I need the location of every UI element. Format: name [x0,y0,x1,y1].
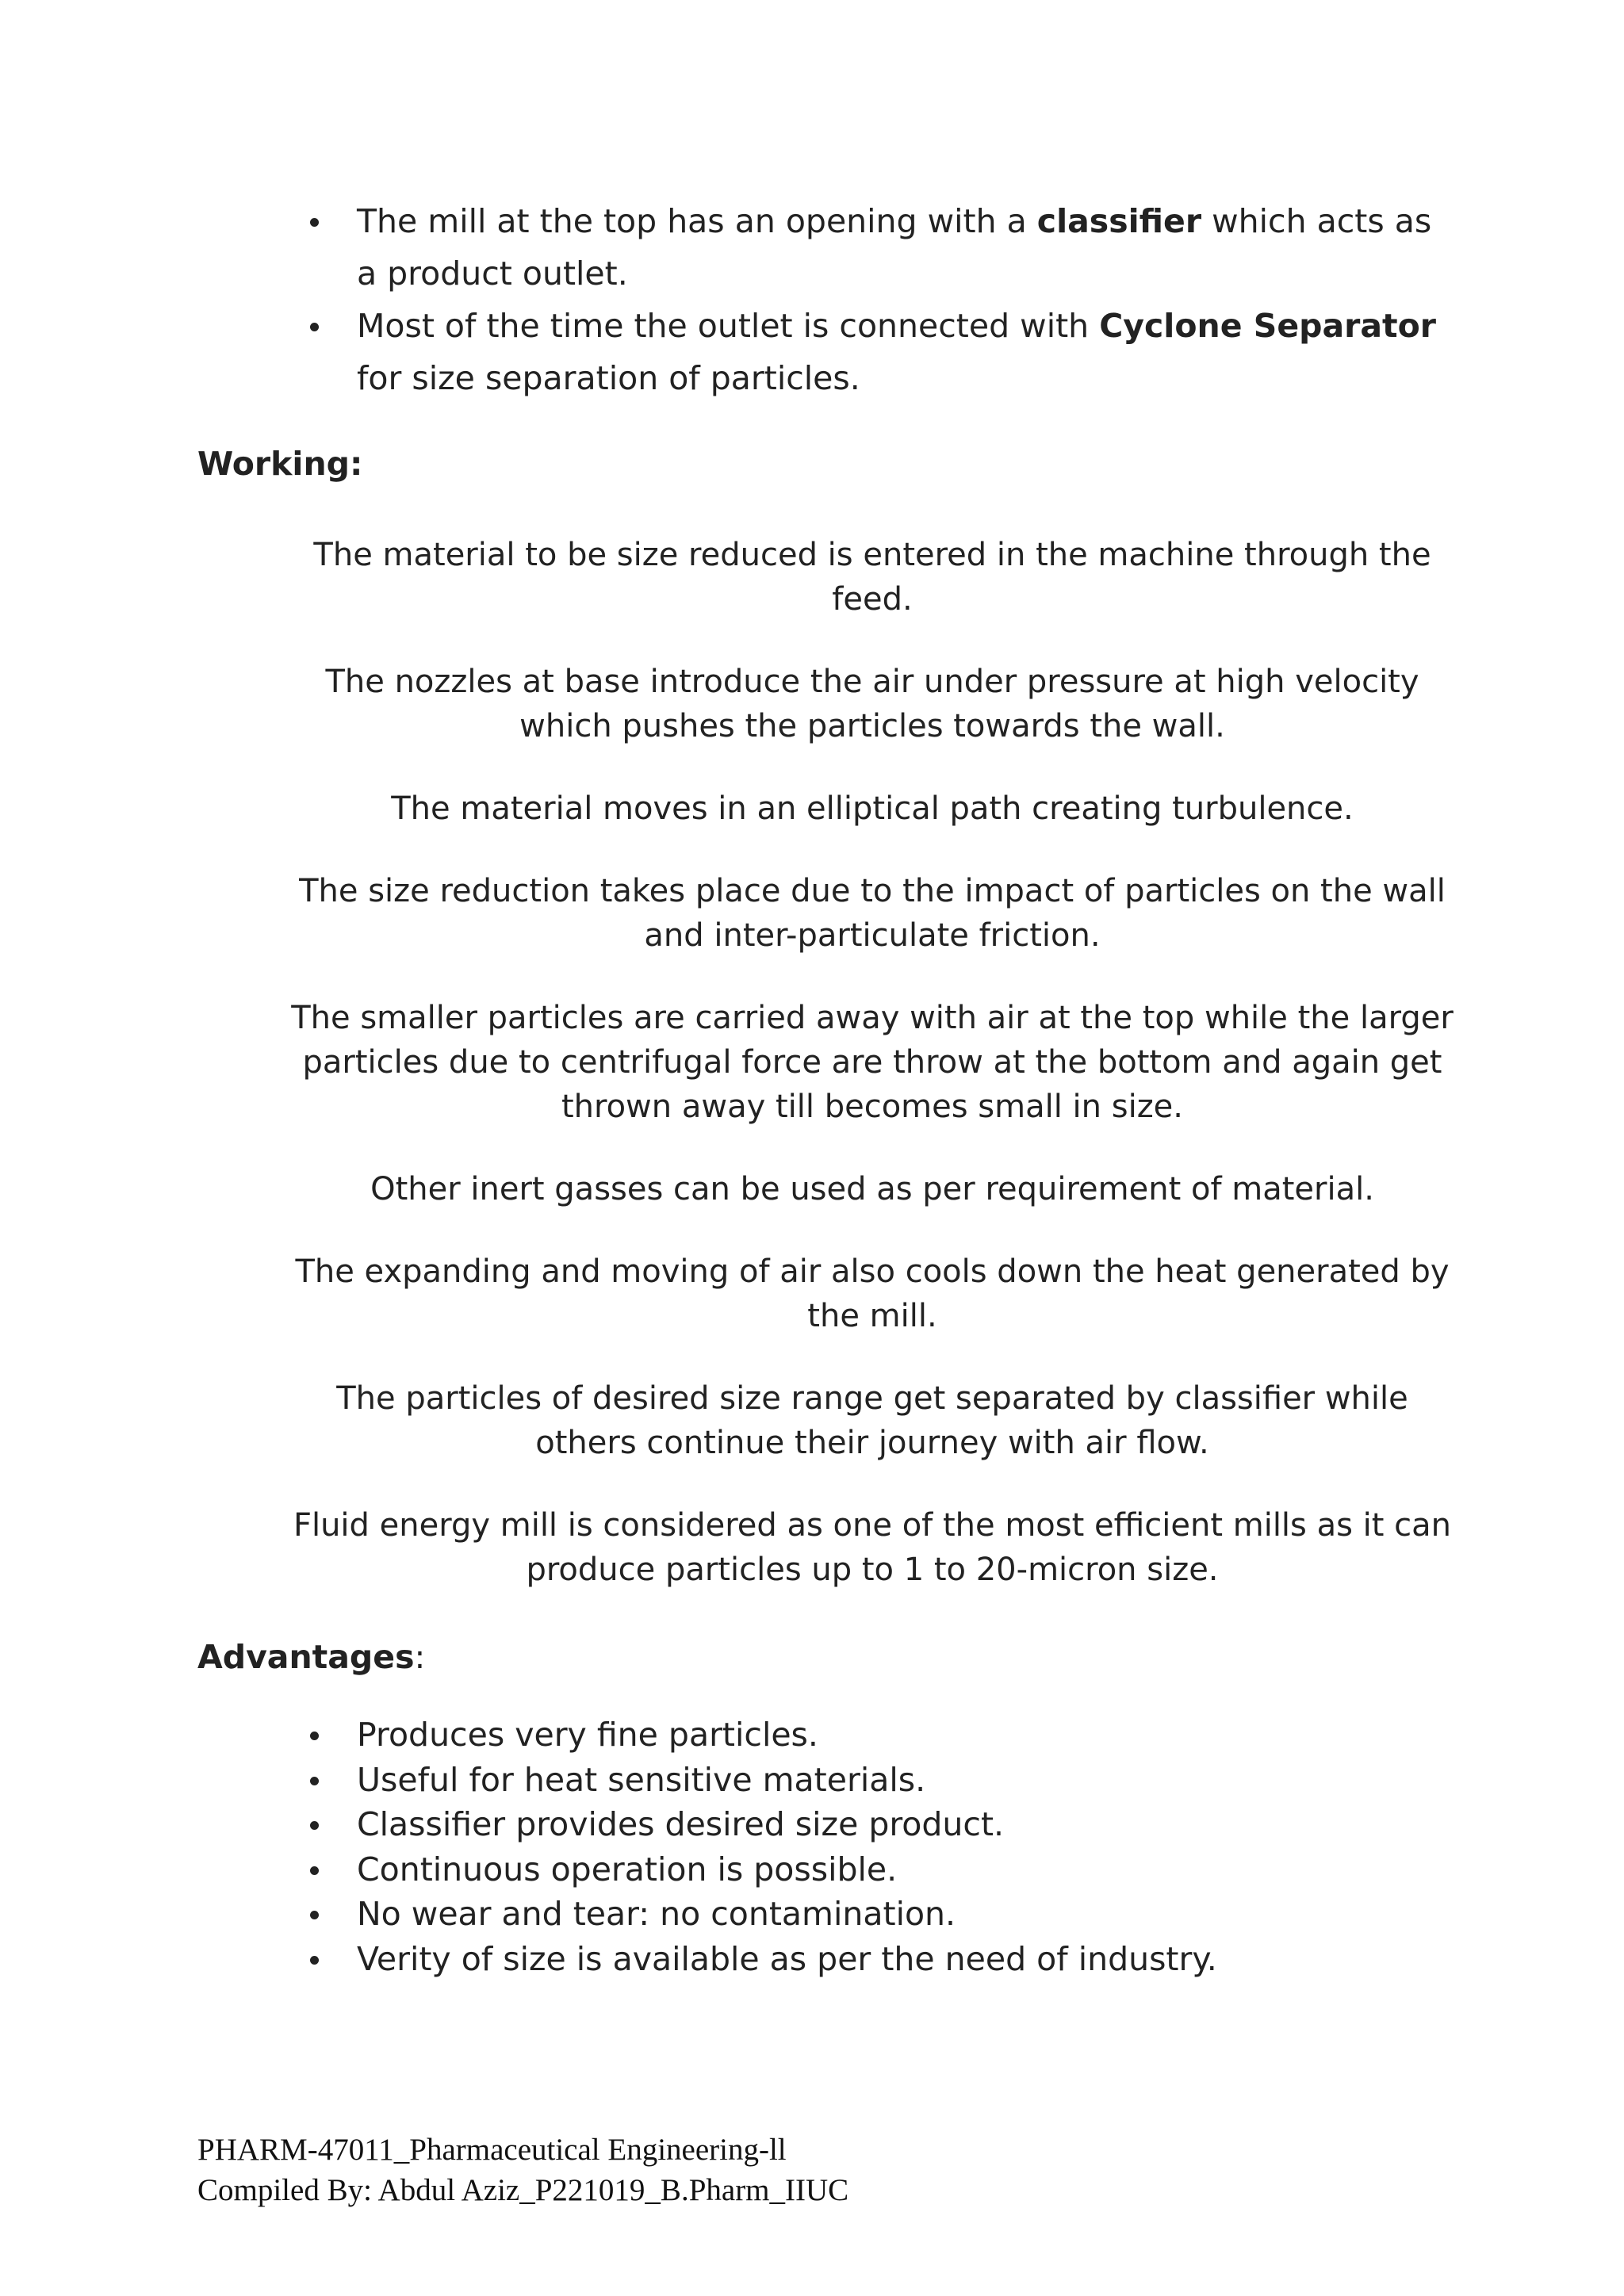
working-paragraph: The particles of desired size range get separated by classifier while others continue their journey with air flow. [336,1380,1408,1461]
mill-description-list [301,195,1443,404]
footer-course: PHARM-47011_Pharmaceutical Engineering-ll [197,2133,787,2167]
working-paragraph: The material moves in an elliptical path creating turbulence. [391,790,1354,827]
page-footer [197,2130,848,2210]
working-section [285,533,1459,1630]
working-paragraph: Other inert gasses can be used as per requirement of material. [370,1171,1374,1207]
working-paragraph: The size reduction takes place due to the impact of particles on the wall and inter-particulate friction. [299,873,1446,954]
footer-compiled-by: Compiled By: Abdul Aziz_P221019_B.Pharm_IIUC [197,2173,849,2207]
bold-term: Cyclone Separator [1099,307,1437,345]
list-item: Produces very fine particles. [301,1712,1443,1758]
advantages-heading: Advantages: [197,1638,426,1676]
working-paragraph: The material to be size reduced is entered in the machine through the feed. [313,537,1431,618]
list-item: Verity of size is available as per the need of industry. [301,1937,1443,1982]
list-item: No wear and tear: no contamination. [301,1892,1443,1937]
working-paragraph: The expanding and moving of air also cools down the heat generated by the mill. [295,1253,1450,1334]
list-item: Continuous operation is possible. [301,1847,1443,1892]
list-item: Most of the time the outlet is connected with Cyclone Separator for size separation of particles. [301,300,1443,404]
working-paragraph: Fluid energy mill is considered as one of the most efficient mills as it can produce particles up to 1 to 20-micron size. [293,1507,1452,1588]
advantages-list [301,1712,1443,1981]
working-paragraph: The smaller particles are carried away with air at the top while the larger particles due to centrifugal force are throw at the bottom and again get thrown away till becomes small in size. [291,1000,1454,1125]
list-item: Classifier provides desired size product. [301,1802,1443,1847]
working-paragraph: The nozzles at base introduce the air under pressure at high velocity which pushes the particles towards the wall. [325,664,1419,744]
list-item: Useful for heat sensitive materials. [301,1758,1443,1803]
bold-term: classifier [1036,202,1202,240]
working-heading: Working: [197,445,363,483]
list-item: The mill at the top has an opening with a classifier which acts as a product outlet. [301,195,1443,300]
